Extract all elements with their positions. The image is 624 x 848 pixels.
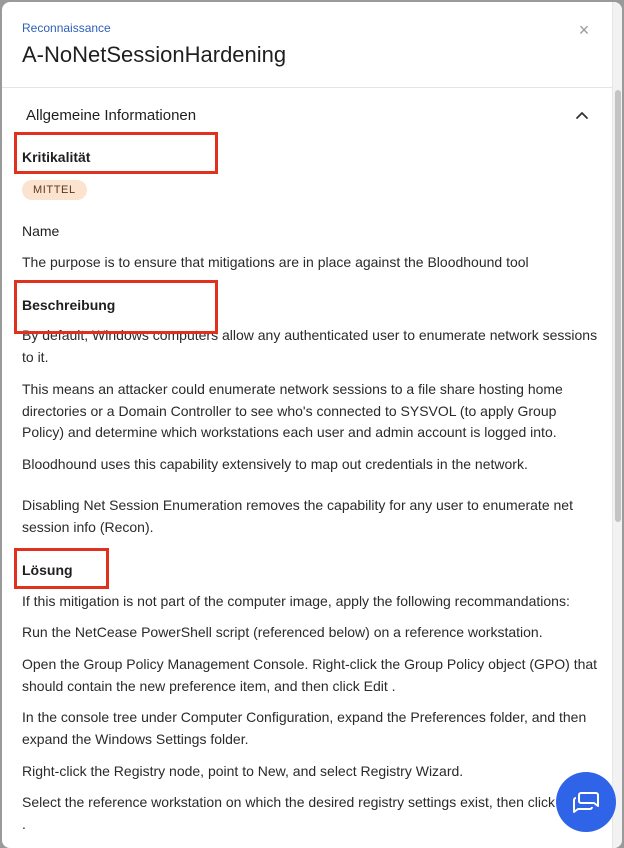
chat-icon — [571, 787, 601, 817]
solution-paragraph: Select the reference workstation on which the desired registry settings exist, then click — [22, 794, 556, 810]
close-button[interactable] — [572, 18, 596, 42]
solution-paragraph: Open the Group Policy Management Console. Right-click the Group Policy object (GPO) that should contain the new preference item, and then click Edit . — [22, 656, 598, 694]
category-label: Reconnaissance — [22, 21, 111, 35]
solution-paragraph: Right-click the Registry node, point to New, and select Registry Wizard. — [22, 763, 464, 779]
solution-label: Lösung — [22, 562, 73, 578]
name-label: Name — [22, 223, 60, 239]
scrollbar[interactable] — [612, 2, 622, 848]
description-paragraph: This means an attacker could enumerate network sessions to a file share hosting home directories or a Domain Controller to see who's connected to SYSVOL (to apply Group Policy) and determine which workstations each user and admin account is logged into. — [22, 381, 563, 440]
solution-paragraph: If this mitigation is not part of the computer image, apply the following recommandations: — [22, 593, 570, 609]
criticality-badge: MITTEL — [22, 180, 87, 200]
solution-paragraph: Run the NetCease PowerShell script (referenced below) on a reference workstation. — [22, 624, 543, 640]
close-icon: × — [578, 19, 590, 40]
description-paragraph: By default, Windows computers allow any authenticated user to enumerate network sessions to it. — [22, 327, 598, 365]
criticality-label: Kritikalität — [22, 149, 91, 165]
solution-paragraph: . — [22, 816, 26, 832]
page-title: A-NoNetSessionHardening — [22, 42, 287, 67]
finding-detail-panel — [2, 2, 622, 848]
scrollbar-thumb[interactable] — [615, 90, 621, 522]
description-paragraph: Disabling Net Session Enumeration removes the capability for any user to enumerate net session info (Recon). — [22, 497, 573, 535]
panel-header — [2, 2, 612, 88]
solution-paragraph: In the console tree under Computer Configuration, expand the Preferences folder, and then expand the Windows Settings folder. — [22, 709, 587, 747]
chat-button[interactable] — [556, 772, 616, 832]
name-value: The purpose is to ensure that mitigations are in place against the Bloodhound tool — [22, 254, 529, 270]
chevron-up-icon[interactable] — [572, 105, 592, 125]
section-title-general-info: Allgemeine Informationen — [26, 107, 197, 124]
description-label: Beschreibung — [22, 297, 116, 313]
description-paragraph: Bloodhound uses this capability extensively to map out credentials in the network. — [22, 456, 528, 472]
